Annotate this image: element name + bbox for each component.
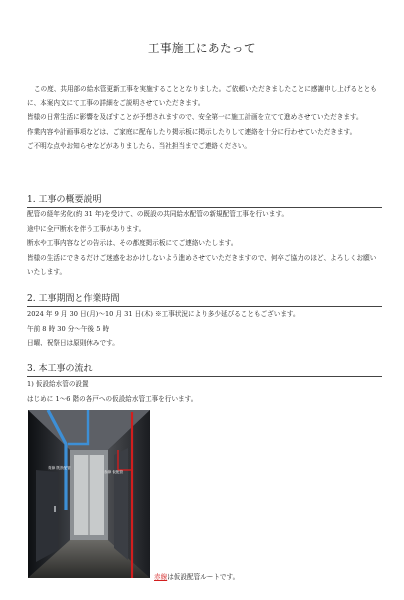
intro-paragraph-4: ご不明な点やお知らせなどがありましたら、当社担当までご連絡ください。	[27, 141, 251, 150]
section-1-line: 途中に全戸断水を伴う工事があります。	[27, 224, 146, 233]
intro-paragraph-1: この度、共用部の給水管更新工事を実施することとなりました。ご依頼いただきましたことに感謝申し上げるとともに、本案内文にて工事の詳細をご説明させていただきます。	[27, 85, 377, 108]
section-2-line: 2024 年 9 月 30 日(月)～10 月 31 日(木) ※工事状況により多少延びることもございます。	[27, 310, 300, 318]
section-2-heading: 2. 工事期間と作業時間	[27, 294, 382, 307]
section-1-line: 配管の経年劣化(約 31 年)を受けて、の既設の共同給水配管の新規配管工事を行います。	[27, 210, 289, 218]
section-2-body	[27, 307, 381, 351]
page-title: 工事施工にあたって	[148, 41, 256, 55]
intro-paragraph-3: 作業内容や計画事項などは、ご家庭に配布したり掲示板に掲示したりして連絡を十分に行わせていただきます。	[27, 127, 357, 136]
section-1-heading: 1. 工事の概要説明	[27, 195, 382, 208]
caption-red-word: 赤線	[154, 573, 168, 581]
section-2-line: 午前 8 時 30 分～午後 5 時	[27, 324, 110, 333]
section-3-heading: 3. 本工事の流れ	[27, 364, 382, 377]
intro-paragraph-2: 皆様の日常生活に影響を及ぼすことが予想されますので、安全第一に施工計画を立てて進めさせていただきます。	[27, 113, 363, 122]
section-1-line: 断水や工事内容などの告示は、その都度掲示板にてご連絡いたします。	[27, 239, 238, 248]
corridor-photo	[28, 410, 150, 578]
section-3-body	[27, 377, 381, 406]
section-1-line: 皆様の生活にできるだけご迷惑をおかけしないよう進めさせていただきますので、何卒ご協力のほど、よろしくお願いいたします。	[27, 253, 377, 277]
photo-caption	[154, 571, 239, 581]
section-3-subheading: 1) 仮設給水管の設置	[27, 380, 89, 388]
section-2-line: 日曜、祝祭日は原則休みです。	[27, 339, 119, 348]
section-1-body	[27, 207, 381, 280]
intro-text	[27, 82, 381, 153]
section-3-line: はじめに 1～6 階の各戸への仮設給水管工事を行います。	[27, 394, 198, 403]
photo-label-blue: 青線 既設配管	[48, 466, 71, 470]
corridor-photo-illustration	[28, 410, 150, 578]
caption-text: は仮設配管ルートです。	[167, 573, 240, 581]
photo-label-red: 赤線 仮配管	[104, 470, 124, 474]
